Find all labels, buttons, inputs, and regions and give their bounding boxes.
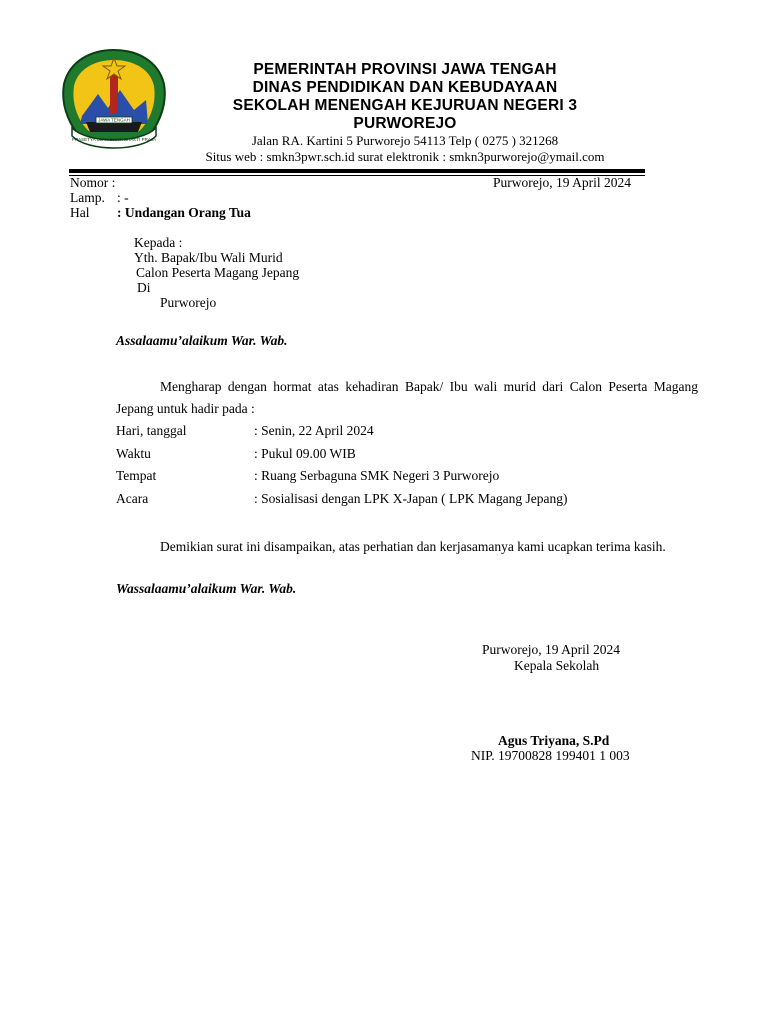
lamp-value: : -	[117, 190, 129, 205]
letterhead-website: Situs web : smkn3pwr.sch.id surat elektronik : smkn3purworejo@ymail.com	[205, 149, 605, 164]
farewell: Wassalaamu’alaikum War. Wab.	[116, 581, 297, 596]
detail-value: : Pukul 09.00 WIB	[254, 446, 356, 461]
greeting: Assalaamu’alaikum War. Wab.	[116, 333, 288, 348]
letterhead-divider-thick	[69, 169, 645, 173]
letterhead-address: Jalan RA. Kartini 5 Purworejo 54113 Telp ( 0275 ) 321268	[251, 133, 559, 148]
signature-date: Purworejo, 19 April 2024	[482, 642, 620, 657]
signatory-nip: NIP. 19700828 199401 1 003	[471, 748, 630, 763]
recipient-line-2: Calon Peserta Magang Jepang	[136, 265, 300, 280]
hal-label: Hal	[70, 205, 90, 220]
detail-value: : Sosialisasi dengan LPK X-Japan ( LPK Magang Jepang)	[254, 491, 568, 506]
intro-paragraph: Mengharap dengan hormat atas kehadiran Bapak/ Ibu wali murid dari Calon Peserta Magang Jepang untuk hadir pada :	[116, 379, 698, 416]
recipient-city: Purworejo	[160, 295, 217, 310]
letterhead-line-1: PEMERINTAH PROVINSI JAWA TENGAH	[253, 61, 557, 78]
letterhead-line-4: PURWOREJO	[353, 115, 457, 132]
signatory-name: Agus Triyana, S.Pd	[498, 733, 610, 748]
recipient-di: Di	[137, 280, 151, 295]
detail-value: : Ruang Serbaguna SMK Negeri 3 Purworejo	[254, 468, 500, 483]
hal-value: : Undangan Orang Tua	[117, 205, 251, 220]
letterhead	[170, 61, 640, 165]
jawa-tengah-emblem-logo	[58, 44, 170, 162]
letterhead-line-3: SEKOLAH MENENGAH KEJURUAN NEGERI 3	[232, 97, 578, 114]
detail-label: Acara	[116, 491, 149, 506]
detail-label: Hari, tanggal	[116, 423, 187, 438]
signature-position: Kepala Sekolah	[514, 658, 600, 673]
detail-label: Waktu	[116, 446, 151, 461]
nomor-label: Nomor :	[70, 175, 116, 190]
letter-date: Purworejo, 19 April 2024	[493, 175, 631, 190]
detail-label: Tempat	[116, 468, 157, 483]
recipient-to: Kepada :	[134, 235, 183, 250]
logo-province-text: JAWA TENGAH	[98, 117, 130, 123]
letterhead-line-2: DINAS PENDIDIKAN DAN KEBUDAYAAN	[252, 79, 558, 96]
detail-value: : Senin, 22 April 2024	[254, 423, 374, 438]
recipient-line-1: Yth. Bapak/Ibu Wali Murid	[134, 250, 283, 265]
lamp-label: Lamp.	[70, 190, 105, 205]
closing-paragraph: Demikian surat ini disampaikan, atas perhatian dan kerjasamanya kami ucapkan terima kasih.	[160, 539, 666, 554]
logo-ribbon-text: PRASETYA ULAH SAKTI BHAKTI PRAJA	[71, 137, 157, 142]
